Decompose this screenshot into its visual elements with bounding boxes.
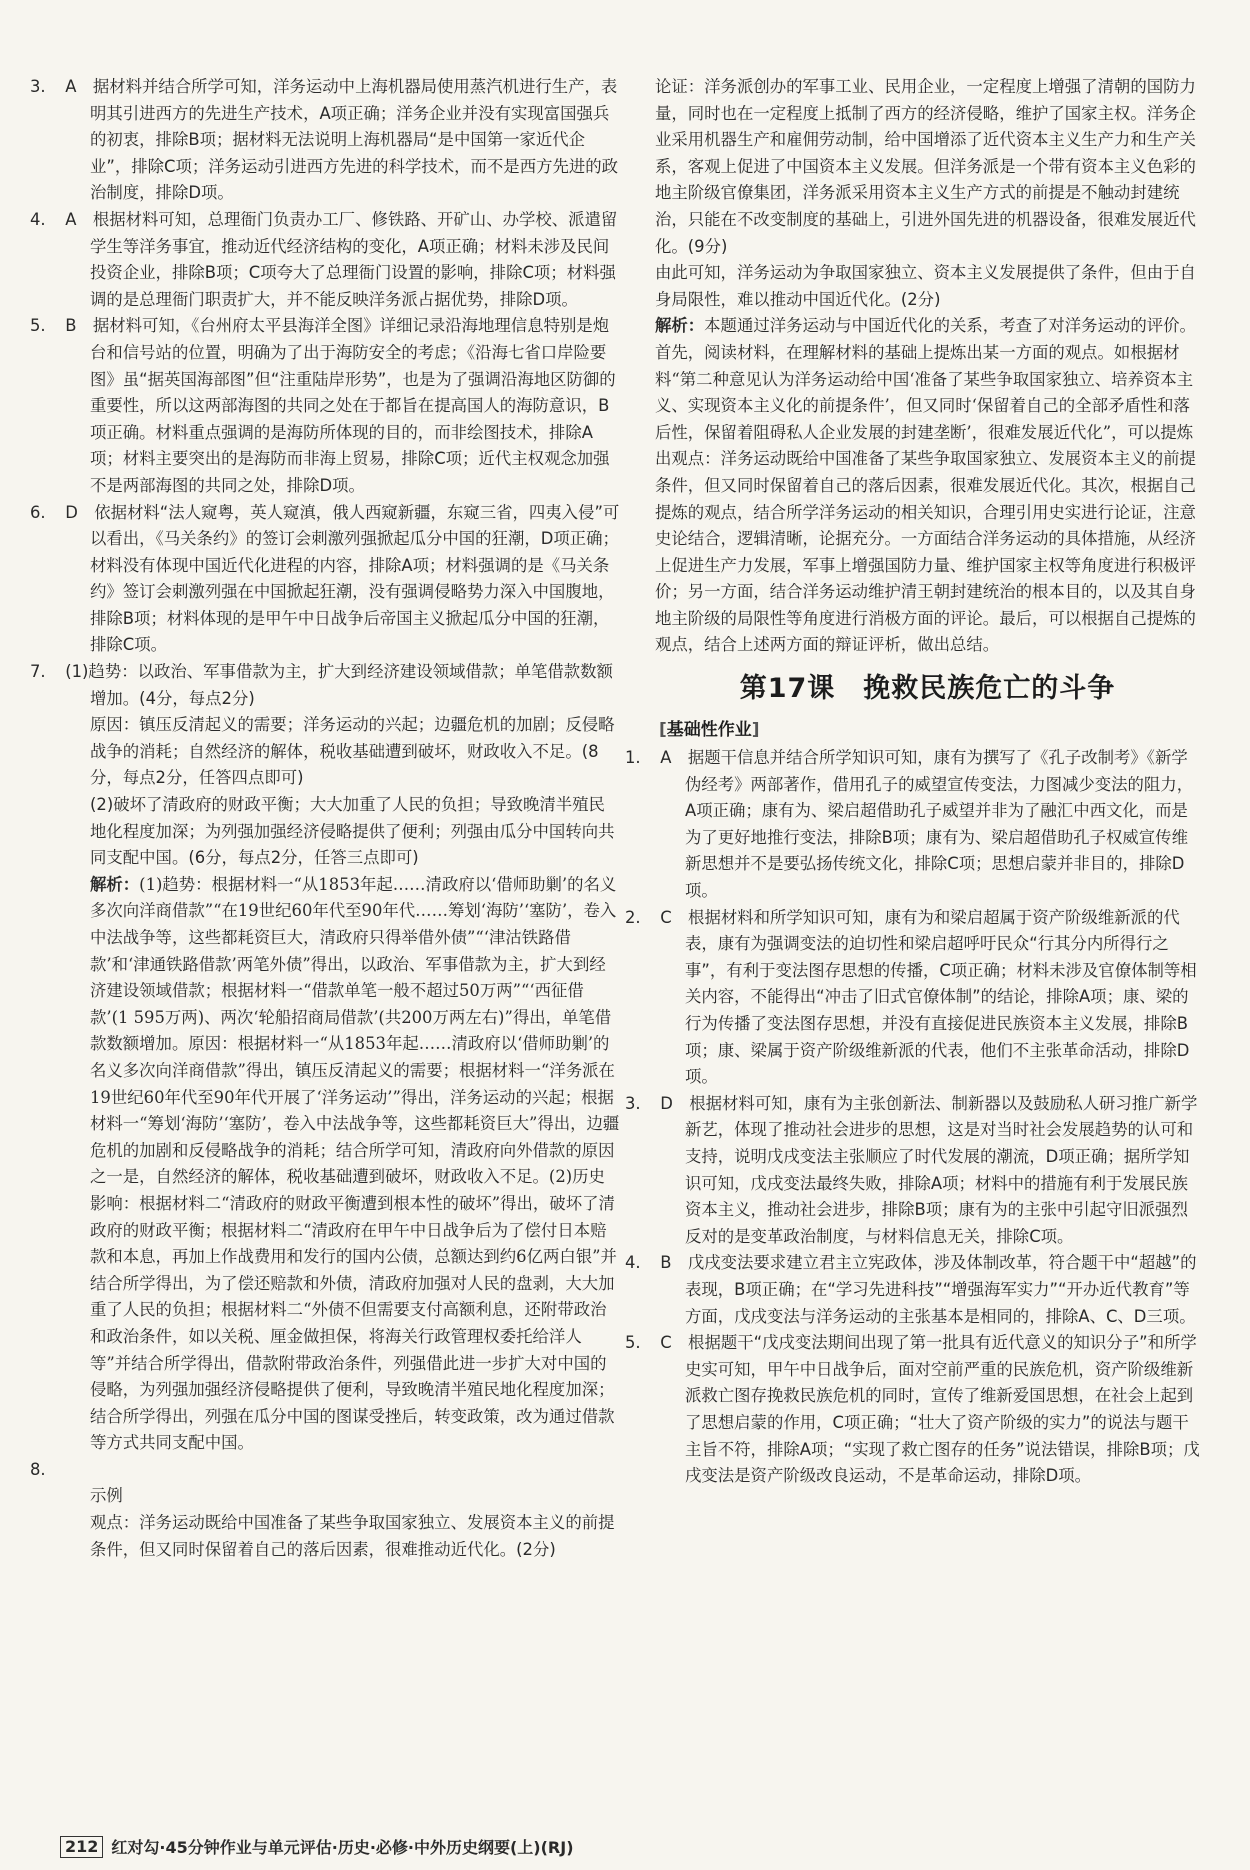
item-text: D 依据材料“法人窥粤，英人窥滇，俄人西窥新疆，东窥三省，四夷入侵”可以看出，《马关条约》的签订会刺激列强掀起瓜分中国的狂潮，D项正确；材料没有体现中国近代化进程的内容，排除A项；材料强调的是《马关条约》签订会刺激列强在中国掀起狂潮，没有强调侵略势力深入中国腹地，排除B项；材料体现的是甲午中日战争后帝国主义掀起瓜分中国的狂潮，排除C项。 — [65, 502, 620, 655]
item-text: A 据题干信息并结合所学知识可知，康有为撰写了《孔子改制考》《新学伪经考》两部著作，借用孔子的威望宣传变法，力图减少变法的阻力，A项正确；康有为、梁启超借助孔子威望并非为了融汇中西文化，而是为了更好地推行变法，排除B项；康有为、梁启超借助孔子权威宣传维新思想并不是要弘扬传统文化，排除C项；思想启蒙并非目的，排除D项。 — [660, 748, 1194, 901]
section-label: 基础性作业 — [666, 720, 752, 741]
q8-analysis — [655, 313, 1200, 659]
analysis-label: 解析： — [90, 874, 140, 894]
item-text: A 根据材料可知，总理衙门负责办工厂、修铁路、开矿山、办学校、派遣留学生等洋务事宜，推动近代经济结构的变化，A项正确；材料未涉及民间投资企业，排除B项；C项夸大了总理衙门设置的影响，排除C项；材料强调的是总理衙门职责扩大，并不能反映洋务派占据优势，排除D项。 — [65, 209, 618, 309]
answer-item-5: 5. B 据材料可知，《台州府太平县海洋全图》详细记录沿海地理信息特别是炮台和信号站的位置，明确为了出于海防安全的考虑；《沿海七省口岸险要图》虽“据英国海部图”但“注重陆岸形势”，也是为了强调沿海地区防御的重要性，所以这两部海图的共同之处在于都旨在提高国人的海防意识，B项正确。材料重点强调的是海防所体现的目的，而非绘图技术，排除A项；材料主要突出的是海防而非海上贸易，排除C项；近代主权观念加强不是两部海图的共同之处，排除D项。 — [30, 316, 616, 495]
answer-item-r2: 2. C 根据材料和所学知识可知，康有为和梁启超属于资产阶级维新派的代表，康有为强调变法的迫切性和梁启超呼吁民众“行其分内所得行之事”，有利于变法图存思想的传播，C项正确；材料未涉及官僚体制等相关内容，不能得出“冲击了旧式官僚体制”的结论，排除A项；康、梁的行为传播了变法图存思想，并没有直接促进民族资本主义发展，排除B项；康、梁属于资产阶级维新派的代表，他们不主张革命活动，排除D项。 — [625, 907, 1197, 1087]
page-number: 212 — [60, 1836, 103, 1858]
item-text: A 据材料并结合所学可知，洋务运动中上海机器局使用蒸汽机进行生产，表明其引进西方的先进生产技术，A项正确；洋务企业并没有实现富国强兵的初衷，排除B项；据材料无法说明上海机器局“是中国第一家近代企业”，排除C项；洋务运动引进西方先进的科学技术，而不是西方先进的政治制度，排除D项。 — [65, 77, 619, 203]
item-text: C 根据题干“戊戌变法期间出现了第一批具有近代意义的知识分子”和所学史实可知，甲午中日战争后，面对空前严重的民族危机，资产阶级维新派救亡图存挽救民族危机的同时，宣传了维新爱国思想，在社会上起到了思想启蒙的作用，C项正确；“壮大了资产阶级的实力”的说法与题干主旨不符，排除A项；“实现了救亡图存的任务”说法错误，排除B项；戊戌变法是资产阶级改良运动，不是革命运动，排除D项。 — [660, 1333, 1200, 1486]
q8-head: 8. — [30, 1459, 46, 1479]
section-tag — [655, 719, 764, 741]
q8-example-label: 示例 — [90, 1486, 123, 1506]
q8-view: 观点：洋务运动既给中国准备了某些争取国家独立、发展资本主义的前提条件，但又同时保留着自己的落后因素，很难推动近代化。(2分) — [90, 1513, 615, 1559]
page-footer — [60, 1835, 574, 1858]
left-column — [30, 74, 620, 1563]
q7-part1: 7. (1)趋势：以政治、军事借款为主，扩大到经济建设领域借款；单笔借款数额增加。(4分，每点2分) — [30, 662, 613, 708]
bracket-right-icon: ] — [751, 720, 760, 741]
answer-item-7 — [30, 659, 620, 1457]
item-text: C 根据材料和所学知识可知，康有为和梁启超属于资产阶级维新派的代表，康有为强调变法的迫切性和梁启超呼吁民众“行其分内所得行之事”，有利于变法图存思想的传播，C项正确；材料未涉及官僚体制等相关内容，不能得出“冲击了旧式官僚体制”的结论，排除A项；康、梁的行为传播了变法图存思想，并没有直接促进民族资本主义发展，排除B项；康、梁属于资产阶级维新派的代表，他们不主张革命活动，排除D项。 — [660, 907, 1197, 1087]
q7-analysis — [60, 872, 620, 1457]
q7-part2: (2)破坏了清政府的财政平衡；大大加重了人民的负担；导致晚清半殖民地化程度加深；为列强加强经济侵略提供了便利；列强由瓜分中国转向共同支配中国。(6分，每点2分，任答三点即可) — [90, 795, 615, 868]
bracket-left-icon: [ — [659, 720, 667, 741]
analysis-text: (1)趋势：根据材料一“从1853年起……清政府以‘借师助剿’的名义多次向洋商借款”“在19世纪60年代至90年代……筹划‘海防’‘塞防’，卷入中法战争等，这些都耗资巨大，清政府只得举借外债”“‘津沽铁路借款’和‘津通铁路借款’两笔外债”得出，以政治、军事借款为主，扩大到经济建设领域借款；根据材料一“借款单笔一般不超过50万两”“‘西征借款’(1 595万两)、两次‘轮船招商局借款’(共200万两左右)”得出，单笔借款数额增加。原因：根据材料一“从1853年起……清政府以‘借师助剿’的名义多次向洋商借款”得出，镇压反清起义的需要；根据材料一“洋务派在19世纪60年代至90年代开展了‘洋务运动’”得出，洋务运动的兴起；根据材料一“筹划‘海防’‘塞防’，卷入中法战争等，这些都耗资巨大”得出，边疆危机的加剧和反侵略战争的消耗；结合所学可知，清政府向外借款的原因之一是，自然经济的解体，税收基础遭到破坏，财政收入不足。(2)历史影响：根据材料二“清政府的财政平衡遭到根本性的破坏”得出，破坏了清政府的财政平衡；根据材料二“清政府在甲午中日战争后为了偿付日本赔款和本息，再加上作战费用和发行的国内公债，总额达到约6亿两白银”并结合所学得出，为了偿还赔款和外债，清政府加强对人民的盘剥，大大加重了人民的负担；根据材料二“外债不但需要支付高额利息，还附带政治和政治条件，如以关税、厘金做担保，将海关行政管理权委托给洋人等”并结合所学得出，借款附带政治条件，列强借此进一步扩大对中国的侵略，为列强加强经济侵略提供了便利，导致晚清半殖民地化程度加深；结合所学得出，列强在瓜分中国的图谋受挫后，转变政策，改为通过借款等方式共同支配中国。 — [90, 874, 620, 1453]
lesson-title: 第17课 挽救民族危亡的斗争 — [739, 673, 1116, 705]
analysis-label: 解析： — [655, 316, 705, 336]
answer-item-r5: 5. C 根据题干“戊戌变法期间出现了第一批具有近代意义的知识分子”和所学史实可知，甲午中日战争后，面对空前严重的民族危机，资产阶级维新派救亡图存挽救民族危机的同时，宣传了维新爱国思想，在社会上起到了思想启蒙的作用，C项正确；“壮大了资产阶级的实力”的说法与题干主旨不符，排除A项；“实现了救亡图存的任务”说法错误，排除B项；戊戌变法是资产阶级改良运动，不是革命运动，排除D项。 — [625, 1333, 1200, 1486]
answer-item-4: 4. A 根据材料可知，总理衙门负责办工厂、修铁路、开矿山、办学校、派遣留学生等洋务事宜，推动近代经济结构的变化，A项正确；材料未涉及民间投资企业，排除B项；C项夸大了总理衙门设置的影响，排除C项；材料强调的是总理衙门职责扩大，并不能反映洋务派占据优势，排除D项。 — [30, 209, 618, 309]
q8-argument: 论证：洋务派创办的军事工业、民用企业，一定程度上增强了清朝的国防力量，同时也在一定程度上抵制了西方的经济侵略，维护了国家主权。洋务企业采用机器生产和雇佣劳动制，给中国增添了近代资本主义生产力和生产关系，客观上促进了中国资本主义发展。但洋务派是一个带有资本主义色彩的地主阶级官僚集团，洋务派采用资本主义生产方式的前提是不触动封建统治，只能在不改变制度的基础上，引进外国先进的机器设备，很难发展近代化。(9分) — [655, 77, 1196, 256]
book-title: 红对勾·45分钟作业与单元评估·历史·必修·中外历史纲要(上)(RJ) — [111, 1838, 574, 1857]
answer-item-r4: 4. B 戊戌变法要求建立君主立宪政体，涉及体制改革，符合题干中“超越”的表现，B项正确；在“学习先进科技”“增强海军实力”“开办近代教育”等方面，戊戌变法与洋务运动的主张基本是相同的，排除A、C、D三项。 — [625, 1253, 1197, 1326]
item-text: B 戊戌变法要求建立君主立宪政体，涉及体制改革，符合题干中“超越”的表现，B项正确；在“学习先进科技”“增强海军实力”“开办近代教育”等方面，戊戌变法与洋务运动的主张基本是相同的，排除A、C、D三项。 — [660, 1253, 1197, 1326]
answer-item-r3: 3. D 根据材料可知，康有为主张创新法、制新器以及鼓励私人研习推广新学新艺，体现了推动社会进步的思想，这是对当时社会发展趋势的认可和支持，说明戊戌变法主张顺应了时代发展的潮流，D项正确；据所学知识可知，戊戌变法最终失败，排除A项；材料中的措施有利于发展民族资本主义，推动社会进步，排除B项；康有为的主张中引起守旧派强烈反对的是变革政治制度，与材料信息无关，排除C项。 — [625, 1093, 1198, 1246]
q7-reason: 原因：镇压反清起义的需要；洋务运动的兴起；边疆危机的加剧；反侵略战争的消耗；自然经济的解体，税收基础遭到破坏，财政收入不足。(8分，每点2分，任答四点即可) — [90, 715, 615, 788]
answer-item-3: 3. A 据材料并结合所学可知，洋务运动中上海机器局使用蒸汽机进行生产，表明其引进西方的先进生产技术，A项正确；洋务企业并没有实现富国强兵的初衷，排除B项；据材料无法说明上海机器局“是中国第一家近代企业”，排除C项；洋务运动引进西方先进的科学技术，而不是西方先进的政治制度，排除D项。 — [30, 77, 619, 203]
right-column — [625, 74, 1200, 1490]
analysis-text: 本题通过洋务运动与中国近代化的关系，考查了对洋务运动的评价。首先，阅读材料，在理解材料的基础上提炼出某一方面的观点。如根据材料“第二种意见认为洋务运动给中国‘准备了某些争取国家独立、培养资本主义、实现资本主义化的前提条件’，但又同时‘保留着自己的全部矛盾性和落后性，保留着阻碍私人企业发展的封建垄断’，很难发展近代化”，可以提炼出观点：洋务运动既给中国准备了某些争取国家独立、发展资本主义的前提条件，但又同时保留着自己的落后因素，很难发展近代化。其次，根据自己提炼的观点，结合所学洋务运动的相关知识，合理引用史实进行论证，注意史论结合，逻辑清晰，论据充分。一方面结合洋务运动的具体措施，从经济上促进生产力发展，军事上增强国防力量、维护国家主权等角度进行积极评价；另一方面，结合洋务运动维护清王朝封建统治的根本目的，以及其自身地主阶级的局限性等角度进行消极方面的评论。最后，可以根据自己提炼的观点，结合上述两方面的辩证评析，做出总结。 — [655, 316, 1196, 655]
item-text: D 根据材料可知，康有为主张创新法、制新器以及鼓励私人研习推广新学新艺，体现了推动社会进步的思想，这是对当时社会发展趋势的认可和支持，说明戊戌变法主张顺应了时代发展的潮流，D项正确；据所学知识可知，戊戌变法最终失败，排除A项；材料中的措施有利于发展民族资本主义，推动社会进步，排除B项；康有为的主张中引起守旧派强烈反对的是变革政治制度，与材料信息无关，排除C项。 — [660, 1093, 1198, 1246]
answer-item-6: 6. D 依据材料“法人窥粤，英人窥滇，俄人西窥新疆，东窥三省，四夷入侵”可以看出，《马关条约》的签订会刺激列强掀起瓜分中国的狂潮，D项正确；材料没有体现中国近代化进程的内容，排除A项；材料强调的是《马关条约》签订会刺激列强在中国掀起狂潮，没有强调侵略势力深入中国腹地，排除B项；材料体现的是甲午中日战争后帝国主义掀起瓜分中国的狂潮，排除C项。 — [30, 502, 620, 655]
q7-trend: (1)趋势：以政治、军事借款为主，扩大到经济建设领域借款；单笔借款数额增加。(4分，每点2分) — [65, 662, 613, 708]
q8-conclusion: 由此可知，洋务运动为争取国家独立、资本主义发展提供了条件，但由于自身局限性，难以推动中国近代化。(2分) — [655, 263, 1196, 309]
item-text: B 据材料可知，《台州府太平县海洋全图》详细记录沿海地理信息特别是炮台和信号站的位置，明确为了出于海防安全的考虑；《沿海七省口岸险要图》虽“据英国海部图”但“注重陆岸形势”，也是为了强调沿海地区防御的重要性，所以这两部海图的共同之处在于都旨在提高国人的海防意识，B项正确。材料重点强调的是海防所体现的目的，而非绘图技术，排除A项；材料主要突出的是海防而非海上贸易，排除C项；近代主权观念加强不是两部海图的共同之处，排除D项。 — [65, 316, 616, 495]
answer-item-8 — [30, 1457, 620, 1563]
answer-item-r1: 1. A 据题干信息并结合所学知识可知，康有为撰写了《孔子改制考》《新学伪经考》两部著作，借用孔子的威望宣传变法，力图减少变法的阻力，A项正确；康有为、梁启超借助孔子威望并非为了融汇中西文化，而是为了更好地推行变法，排除B项；康有为、梁启超借助孔子权威宣传维新思想并不是要弘扬传统文化，排除C项；思想启蒙并非目的，排除D项。 — [625, 748, 1194, 901]
